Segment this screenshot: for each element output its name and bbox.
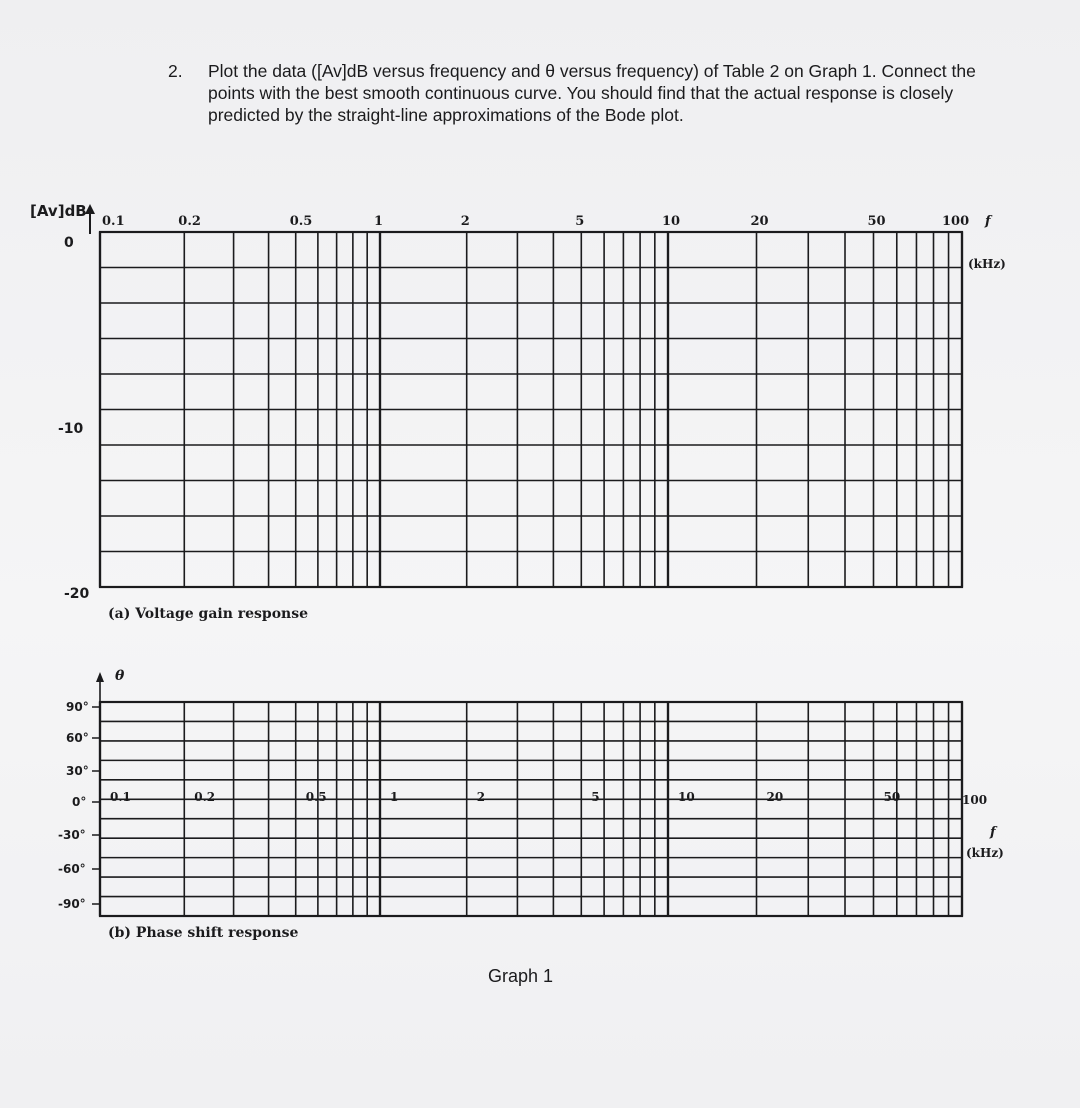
phase-angle-ticks xyxy=(58,700,100,911)
gain-grid xyxy=(100,232,962,587)
phase-freq-tick-label: 0.5 xyxy=(305,790,327,804)
gain-tick-0: 0 xyxy=(64,235,74,251)
gain-freq-tick-label: 50 xyxy=(867,214,886,229)
gain-freq-unit: (kHz) xyxy=(968,257,1006,271)
phase-freq-tick-label: 100 xyxy=(962,793,988,807)
phase-caption: (b) Phase shift response xyxy=(108,925,299,941)
phase-angle-tick-label: 30° xyxy=(66,764,89,778)
phase-freq-tick-label: 10 xyxy=(678,790,695,804)
phase-freq-symbol: f xyxy=(990,825,996,840)
phase-freq-tick-label: 0.2 xyxy=(194,790,216,804)
gain-caption: (a) Voltage gain response xyxy=(108,606,309,622)
phase-freq-tick-label: 20 xyxy=(766,790,784,804)
phase-angle-tick-label: 90° xyxy=(66,700,89,714)
gain-freq-tick-label: 2 xyxy=(460,214,470,229)
instruction-number: 2. xyxy=(168,61,183,81)
gain-tick-10: -10 xyxy=(58,421,84,437)
phase-grid xyxy=(100,702,962,916)
phase-angle-tick-label: -30° xyxy=(58,828,86,842)
instruction-text: Plot the data ([Av]dB versus frequency and θ versus frequency) of Table 2 on Graph 1. Connect the points with the best smooth continuous curve. You should find that the actual response is closely predicted by the straight-line approximations of the Bode plot. xyxy=(208,61,976,125)
phase-axis-arrow xyxy=(96,672,104,900)
gain-frequency-ticks xyxy=(102,214,969,229)
gain-freq-symbol: f xyxy=(985,214,991,229)
phase-angle-tick-label: -60° xyxy=(58,862,86,876)
gain-freq-tick-label: 100 xyxy=(942,214,970,229)
gain-freq-tick-label: 0.5 xyxy=(289,214,313,229)
phase-freq-tick-label: 50 xyxy=(883,790,901,804)
phase-freq-tick-label: 5 xyxy=(591,790,600,804)
graph-title: Graph 1 xyxy=(488,966,554,986)
gain-freq-tick-label: 20 xyxy=(750,214,769,229)
phase-freq-tick-label: 0.1 xyxy=(110,790,131,804)
gain-axis-label: [Av]dB xyxy=(30,202,87,220)
phase-freq-tick-label: 2 xyxy=(476,790,486,804)
phase-angle-tick-label: 0° xyxy=(72,795,87,809)
gain-tick-20: -20 xyxy=(64,586,90,602)
gain-freq-tick-label: 1 xyxy=(374,214,384,229)
gain-freq-tick-label: 10 xyxy=(662,214,681,229)
phase-axis-label: θ xyxy=(115,668,125,684)
phase-freq-unit: (kHz) xyxy=(966,846,1004,860)
phase-freq-tick-label: 1 xyxy=(390,790,399,804)
phase-grid-frame xyxy=(100,702,962,916)
phase-angle-tick-label: 60° xyxy=(66,731,89,745)
gain-freq-tick-label: 0.1 xyxy=(102,214,125,229)
gain-freq-tick-label: 0.2 xyxy=(178,214,201,229)
gain-freq-tick-label: 5 xyxy=(575,214,585,229)
phase-angle-tick-label: -90° xyxy=(58,897,86,911)
